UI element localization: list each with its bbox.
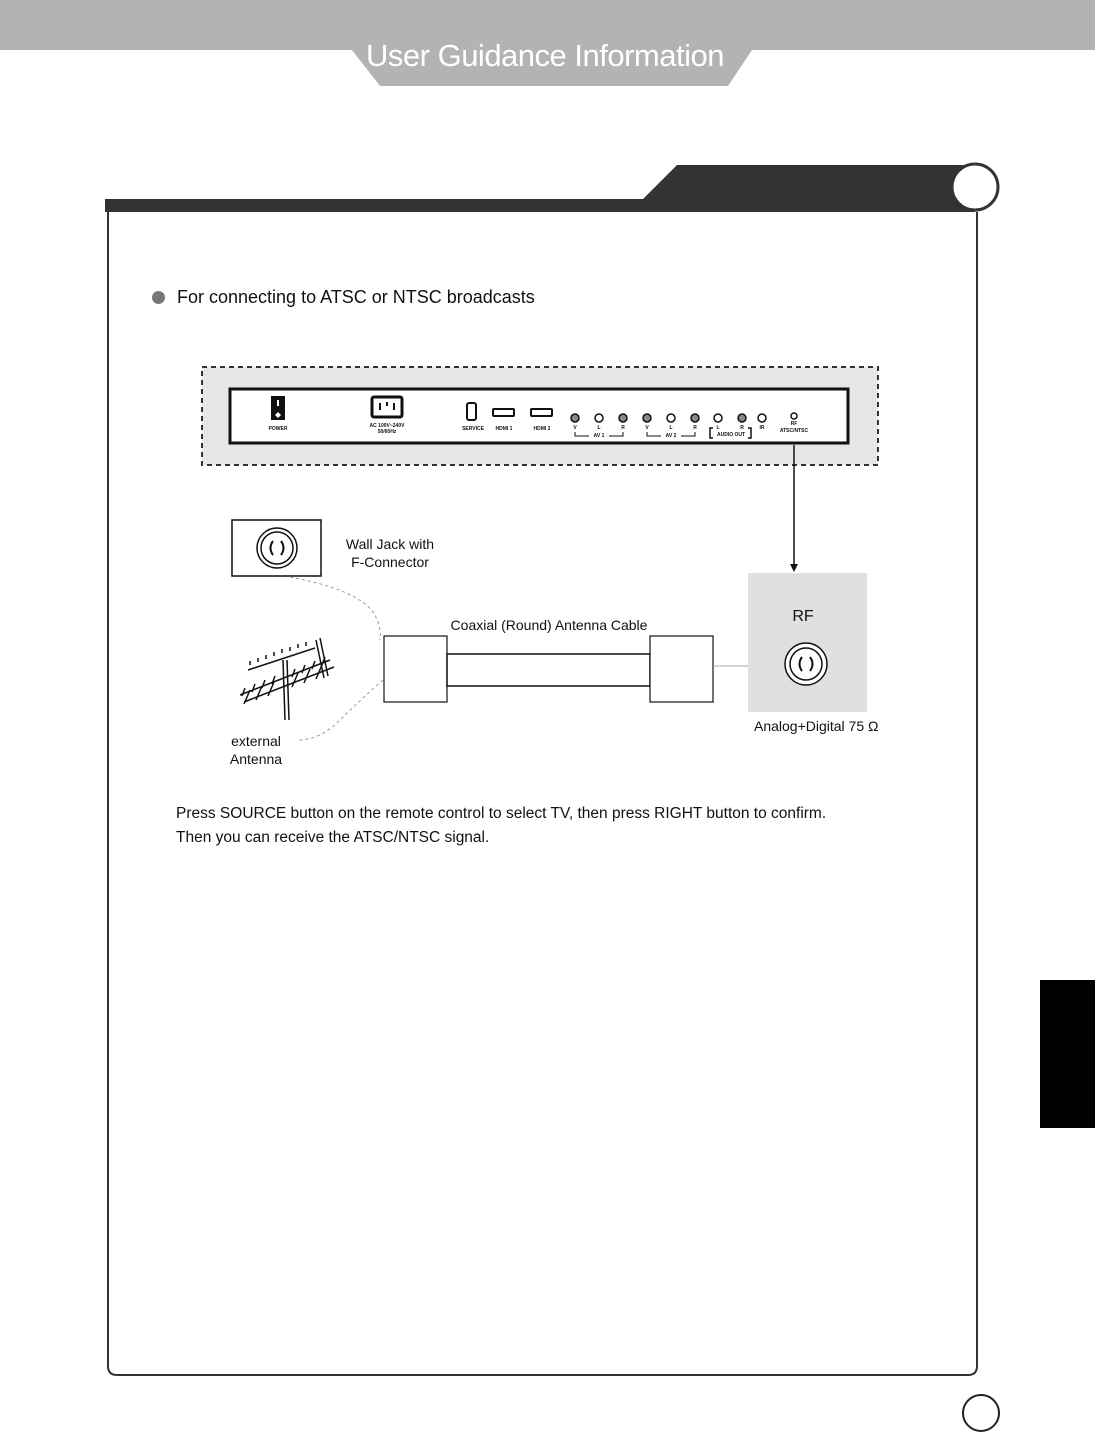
hdmi2-port-icon	[531, 409, 552, 416]
av2-r-jack-icon	[691, 414, 699, 422]
av1-v-label: V	[573, 425, 577, 431]
av1-label: AV 1	[589, 433, 609, 439]
antenna-label-line1: external	[231, 733, 281, 749]
hdmi1-port-icon	[493, 409, 514, 416]
coaxial-cable	[447, 654, 650, 686]
side-tab	[1040, 980, 1095, 1128]
cable-plug-left	[384, 636, 447, 702]
wall-jack-connector-icon	[257, 528, 297, 568]
section-heading-text: For connecting to ATSC or NTSC broadcasts	[177, 287, 535, 307]
power-label: POWER	[268, 426, 288, 432]
ac-label-line1: AC 100V~240V	[369, 423, 405, 429]
rf-panel-jack-icon	[791, 413, 797, 419]
audio-out-l-label: L	[716, 425, 720, 431]
av2-v-label: V	[645, 425, 649, 431]
av2-r-label: R	[693, 425, 697, 431]
service-port-icon	[467, 403, 476, 420]
page-title: User Guidance Information	[366, 38, 724, 73]
instructions	[176, 802, 826, 850]
ir-jack-icon	[758, 414, 766, 422]
service-label: SERVICE	[462, 426, 484, 432]
cable-plug-right	[650, 636, 713, 702]
instructions-line2: Then you can receive the ATSC/NTSC signal.	[176, 829, 490, 846]
hdmi1-label: HDMI 1	[495, 426, 513, 432]
audio-out-l-jack-icon	[714, 414, 722, 422]
rf-label: RF	[792, 608, 814, 625]
antenna-label-line2: Antenna	[229, 751, 283, 767]
rf-panel-label-line1: RF	[790, 421, 798, 427]
audio-out-label: AUDIO OUT	[716, 432, 746, 438]
audio-out-r-jack-icon	[738, 414, 746, 422]
wall-jack-label-line1: Wall Jack with	[345, 536, 435, 552]
av1-r-label: R	[621, 425, 625, 431]
hdmi2-label: HDMI 2	[533, 426, 551, 432]
page-number-circle	[962, 1394, 1000, 1432]
ir-label: IR	[759, 425, 765, 431]
rf-panel-label-line2: ATSC/NTSC	[779, 428, 809, 434]
power-switch-icon	[271, 396, 285, 420]
av1-v-jack-icon	[571, 414, 579, 422]
av2-label: AV 2	[661, 433, 681, 439]
ac-label-line2: 50/60Hz	[377, 429, 397, 435]
instructions-line1: Press SOURCE button on the remote control to select TV, then press RIGHT button to confirm.	[176, 805, 827, 822]
rf-spec-label: Analog+Digital 75 Ω	[754, 718, 879, 734]
av2-v-jack-icon	[643, 414, 651, 422]
ac-socket-icon	[372, 397, 402, 417]
av1-l-label: L	[597, 425, 601, 431]
av1-l-jack-icon	[595, 414, 603, 422]
wall-jack-label-line2: F-Connector	[351, 554, 429, 570]
cable-label: Coaxial (Round) Antenna Cable	[450, 617, 648, 633]
av1-r-jack-icon	[619, 414, 627, 422]
antenna-icon	[240, 638, 334, 720]
audio-out-r-label: R	[740, 425, 744, 431]
arrow-down-icon	[790, 564, 798, 572]
av2-l-jack-icon	[667, 414, 675, 422]
rf-connector-icon	[785, 643, 827, 685]
av2-l-label: L	[669, 425, 673, 431]
